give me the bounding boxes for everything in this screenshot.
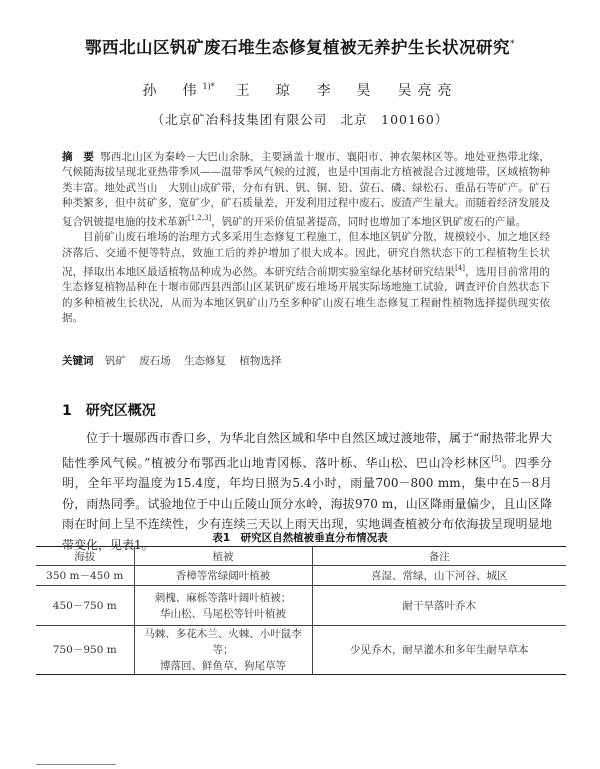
cell-note: 耐干旱落叶乔木 [312, 586, 566, 626]
body-paragraph: 位于十堰郧西市香口乡，为华北自然区域和华中自然区域过渡地带，属于“耐热带北界大陆性季风气候。”植被分布鄂西北山地青冈栎、落叶栎、华山松、巴山冷杉林区[5]。四季分明，全年平均温度为15.4度，年均日照为5.4小时，雨量700－800 mm，集中在5－8月份，雨热同季。试验地位于中山丘陵山顶分水岭，海拔970 m，山区降雨量偏少，且山区降雨在时间上呈不连续性，少有连续三天以上雨天出现，实地调查植被分布依海拔呈现明显地带变化，见表1。 [62, 431, 552, 552]
header-note: 备注 [312, 547, 566, 566]
cell-altitude: 450－750 m [36, 586, 134, 626]
cell-vegetation: 香樟等常绿阔叶植被 [134, 566, 312, 586]
footnote-divider [36, 764, 116, 765]
header-altitude: 海拔 [36, 547, 134, 566]
author-name: 王 琼 [235, 83, 296, 99]
citation: [4] [455, 264, 466, 273]
author-list [0, 80, 600, 100]
table-row [36, 626, 566, 675]
citation: [5] [491, 454, 502, 463]
table-caption: 表1 研究区自然植被垂直分布情况表 [212, 532, 388, 544]
author-name: 李 昊 [316, 83, 377, 99]
keyword: 钒矿 [104, 355, 126, 367]
section-title: 研究区概况 [85, 403, 156, 419]
author-name: 吴亮亮 [397, 83, 458, 99]
author-mark: 1)* [202, 82, 215, 91]
keyword: 废石场 [139, 355, 171, 367]
keyword: 植物选择 [239, 355, 282, 367]
header-vegetation: 植被 [134, 547, 312, 566]
vegetation-table [36, 546, 566, 675]
table-row [36, 586, 566, 626]
cell-vegetation: 马棘、多花木兰、火棘、小叶鼠李等； 博落回、鲜鱼草、狗尾草等 [134, 626, 312, 675]
citation: [1,2,3] [188, 214, 212, 223]
cell-note: 少见乔木，耐旱灌木和多年生耐旱草本 [312, 626, 566, 675]
abstract [62, 150, 550, 326]
author-name: 孙 伟 [142, 83, 203, 99]
section-heading [62, 400, 156, 420]
keyword: 生态修复 [184, 355, 227, 367]
section-number: 1 [62, 403, 72, 419]
cell-altitude: 750－950 m [36, 626, 134, 675]
cell-vegetation: 刺槐、麻栎等落叶阔叶植被； 华山松、马尾松等针叶植被 [134, 586, 312, 626]
table-row [36, 566, 566, 586]
keywords-label: 关键词 [62, 355, 94, 367]
cell-note: 喜湿、常绿，山下河谷、城区 [312, 566, 566, 586]
paper-title: 鄂西北山区钒矿废石堆生态修复植被无养护生长状况研究* [85, 38, 515, 57]
abstract-paragraph: 目前矿山废石堆场的治理方式多采用生态修复工程施工，但本地区钒矿分散，规模较小、加之地区经济落后、交通不便等特点，致施工后的养护增加了很大成本。因此，研究自然状态下的工程植物生长状况，择取出本地区最适植物品种成为必然。本研究结合前期实验室绿化基材研究结果[4]，选用目前常用的生态修复植物品种在十堰市郧西县西部山区某钒矿废石堆场开展实际场地施工试验，调查评价自然状态下的多种植被生长状况，从而为本地区钒矿山乃至多种矿山废石堆生态修复工程耐性植物选择提供现实依据。 [62, 231, 551, 324]
abstract-label: 摘 要 [62, 151, 95, 163]
keywords [62, 353, 550, 368]
cell-altitude: 350 m－450 m [36, 566, 134, 586]
affiliation: （北京矿冶科技集团有限公司 北京 100160） [151, 112, 449, 127]
abstract-paragraph: 摘 要 鄂西北山区为秦岭－大巴山余脉，主要涵盖十堰市、襄阳市、神农架林区等。地处亚热带北缘，气候随海拔呈现北亚热带季风——温带季风气候的过渡，也是中国南北方植被混合过渡地带，区域植物种类丰富。地处武当山 大别山成矿带，分布有钒、钒、铜、铅、萤石、磷、绿松石、重晶石等矿产。矿石种类繁多，但中贫矿多，宽矿少，矿石质量差，开发利用过程中废石、废渣产生量大。而随着经济发展及复合钒铍提电施的技术革新[1,2,3]，钒矿的开采价值显著提高，同时也增加了本地区钒矿废石的产量。 [62, 151, 551, 229]
table-header-row [36, 547, 566, 566]
